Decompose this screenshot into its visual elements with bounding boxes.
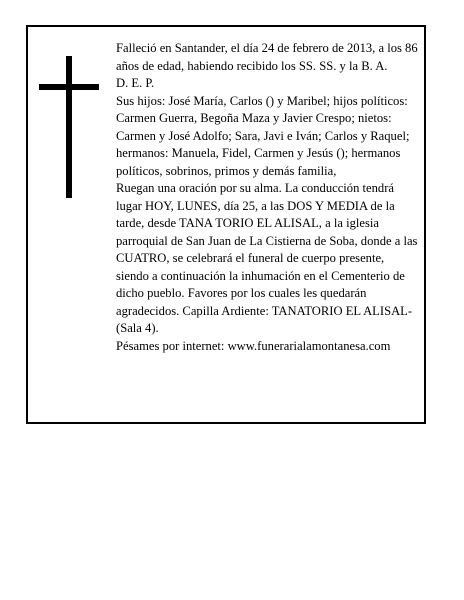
obituary-notice — [26, 25, 426, 424]
funeral-details: Ruegan una oración por su alma. La conducción tendrá lugar HOY, LUNES, día 25, a las DOS Y MEDIA de la tarde, desde TANA TORIO EL ALISAL, a la iglesia parroquial de San Juan de La Cistierna de Soba, donde a las CUATRO, se celebrará el funeral de cuerpo presente, siendo a continuación la inhumación en el Cementerio de dicho pueblo. Favores por los cuales les quedarán agradecidos. Capilla Ardiente: TANATORIO EL ALISAL-(Sala 4). — [116, 181, 418, 335]
rip-abbreviation: D. E. P. — [116, 76, 155, 90]
cross-horizontal-bar — [39, 84, 99, 90]
death-announcement: Falleció en Santander, el día 24 de febrero de 2013, a los 86 años de edad, habiendo recibido los SS. SS. y la B. A. — [116, 41, 418, 73]
family-list: Sus hijos: José María, Carlos () y Maribel; hijos políticos: Carmen Guerra, Begoña Maza y Javier Crespo; nietos: Carmen y José Adolfo; Sara, Javi e Iván; Carlos y Raquel; hermanos: Manuela, Fidel, Carmen y Jesús (); hermanos políticos, sobrinos, primos y demás familia, — [116, 93, 410, 178]
cross-vertical-bar — [66, 56, 72, 198]
cross-icon — [39, 56, 99, 198]
condolences-website: Pésames por internet: www.funerarialamontanesa.com — [116, 338, 391, 353]
obituary-text — [116, 40, 420, 355]
